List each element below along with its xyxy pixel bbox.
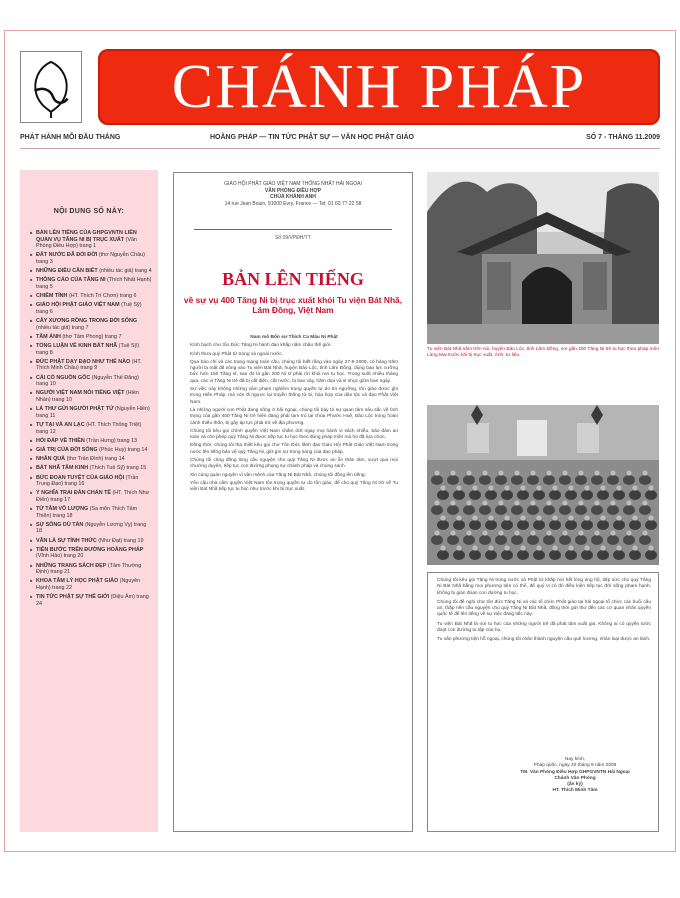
seated-monk xyxy=(559,475,571,485)
contents-item-meta: (Như Đạt) trang 19 xyxy=(98,537,144,544)
seated-monk-head xyxy=(594,530,599,535)
signature-line: HT. Thích Minh Tâm xyxy=(552,788,598,794)
contents-sidebar xyxy=(20,170,158,832)
contents-item-meta: (Diệu Âm) trang 24 xyxy=(36,594,149,607)
seated-monk xyxy=(613,520,625,530)
contents-item xyxy=(30,293,152,300)
seated-monk xyxy=(437,550,449,560)
seated-monk xyxy=(463,535,475,545)
contents-item-title: NHỮNG TRANG SÁCH ĐẸP xyxy=(36,562,107,569)
contents-item-meta: (nhiều tác giả) trang 7 xyxy=(36,324,89,331)
seated-monk-head xyxy=(450,500,455,505)
article-paragraph: Chúng tôi cũng đồng lòng cầu nguyện cho quý Tăng Ni được an ổn thân tâm, vượt qua mọi chướng duyên, tiếp tục con đường phụng sự chánh pháp và chúng sanh. xyxy=(190,458,398,470)
contents-item xyxy=(30,547,152,560)
contents-item-meta: (Sa môn Thích Tâm Thiện) trang 18 xyxy=(36,506,138,519)
contents-item-meta: (Nguyễn Lương Vỵ) trang 18 xyxy=(36,521,147,535)
seated-monk xyxy=(501,520,513,530)
seated-monk xyxy=(533,550,545,560)
contents-item-meta: (Tuệ Sỹ) trang 8 xyxy=(36,343,140,356)
seated-monk-head xyxy=(648,515,653,520)
contents-item-title: TIẾN BƯỚC TRÊN ĐƯỜNG HOẰNG PHÁP xyxy=(36,546,144,553)
contents-item xyxy=(30,252,152,265)
seated-monk-head xyxy=(562,530,567,535)
seated-monk xyxy=(559,505,571,515)
seated-monk xyxy=(479,535,491,545)
contents-item xyxy=(30,522,152,535)
seated-monk-head xyxy=(562,470,567,475)
article-box xyxy=(173,172,413,832)
seated-monk-head xyxy=(648,545,653,550)
contents-item xyxy=(30,406,152,419)
contents-item-meta: (thơ Nguyễn Châu) trang 3 xyxy=(36,252,145,265)
contents-item-title: BẢN LÊN TIẾNG CỦA GHPGVNTN LIÊN QUAN VỤ TĂNG NI BỊ TRỤC XUẤT xyxy=(36,230,137,243)
seated-monk xyxy=(565,490,577,500)
seated-monk xyxy=(575,505,587,515)
seated-monk-head xyxy=(562,500,567,505)
seated-monk-head xyxy=(546,500,551,505)
seated-monk xyxy=(511,475,523,485)
article-paragraph: Yêu cầu nhà cầm quyền Việt Nam tôn trọng quyền tự do tôn giáo, để cho quý Tăng Ni trở về Tu viện Bát Nhã tiếp tục tu học như trước khi bị trục xuất. xyxy=(190,480,398,493)
seated-monk-head xyxy=(504,545,509,550)
seated-monk-head xyxy=(456,515,461,520)
seated-monk xyxy=(597,490,609,500)
contents-item xyxy=(30,318,152,331)
continuation-paragraph: Tu vấn phương tiện hỗ ngoại, chúng tôi chân thành nguyện cầu quê hương, nhân loại được an lành. xyxy=(437,637,651,643)
seated-monk-head xyxy=(466,470,471,475)
seated-monk-head xyxy=(466,530,471,535)
seated-monk-head xyxy=(568,545,573,550)
seated-monk-head xyxy=(520,545,525,550)
seated-monk xyxy=(629,550,641,560)
seated-monk xyxy=(533,490,545,500)
seated-monk xyxy=(639,505,651,515)
seated-monk xyxy=(517,490,529,500)
seated-monk-head xyxy=(440,545,445,550)
contents-item xyxy=(30,563,152,576)
contents-item-title: TỰ TẠI VÀ AN LẠC xyxy=(36,421,85,428)
seated-monk xyxy=(517,520,529,530)
seated-monk xyxy=(629,490,641,500)
contents-item-title: SỰ SỐNG DÙ TÀN xyxy=(36,521,84,528)
contents-item-title: CÂY XƯƠNG RỒNG TRONG ĐỜI SỐNG xyxy=(36,318,138,325)
seated-monk-head xyxy=(594,500,599,505)
article-title: BẢN LÊN TIẾNG xyxy=(222,269,364,289)
masthead-logo xyxy=(20,51,82,123)
masthead-title: CHÁNH PHÁP xyxy=(171,53,587,121)
seated-monk xyxy=(447,505,459,515)
contents-item xyxy=(30,359,152,372)
seated-monk xyxy=(613,550,625,560)
seated-monk-head xyxy=(482,500,487,505)
seated-monk-head xyxy=(514,470,519,475)
seated-monk-head xyxy=(584,515,589,520)
seated-monk xyxy=(511,505,523,515)
seated-monk xyxy=(645,520,657,530)
article-continuation-box xyxy=(427,572,659,832)
contents-item-meta: (Nguyễn Thế Đăng) trang 10 xyxy=(36,374,139,388)
seated-monk-head xyxy=(450,530,455,535)
seated-monk-head xyxy=(610,530,615,535)
seated-monk-head xyxy=(642,500,647,505)
seated-monk xyxy=(607,505,619,515)
seated-monk-head xyxy=(472,485,477,490)
seated-monk-head xyxy=(584,485,589,490)
contents-item-title: VĂN LÀ SỰ TỈNH THỨC xyxy=(36,537,97,544)
photo-caption: Tu viện Bát Nhã nằm trên núi, huyện Bảo Lộc, tỉnh Lâm Đồng, nơi gần 400 Tăng Ni trẻ tu học theo pháp môn Làng Mai trước khi bị trục xuất. Ảnh: tư liệu. xyxy=(427,347,659,358)
seated-monk-head xyxy=(498,500,503,505)
seated-monk-head xyxy=(632,545,637,550)
article-body xyxy=(190,335,398,496)
contents-item-meta: (Phúc Huy) trang 14 xyxy=(99,446,148,453)
contents-item-meta: (HT. Thích Minh Châu) trang 9 xyxy=(36,358,142,372)
seated-monk-head xyxy=(498,530,503,535)
seated-monk xyxy=(447,535,459,545)
contents-item-meta: (Nguyễn Hiền) trang 11 xyxy=(36,406,150,419)
seated-monk xyxy=(469,520,481,530)
seated-monk-head xyxy=(584,545,589,550)
seated-monk xyxy=(501,490,513,500)
continuation-paragraph: Chúng tôi đề nghị chư tôn đức Tăng Ni và các tổ chức Phật giáo tại hải ngoại tổ chức các buổi cầu an, thắp nến cầu nguyện cho quý Tăng Ni Bát Nhã, đồng thời gửi thư đến các cơ quan nhân quyền quốc tế để lên tiếng về sự việc đáng tiếc này. xyxy=(437,599,651,618)
contents-item-meta: (thơ Tâm Phong) trang 7 xyxy=(62,333,122,340)
seated-monk-head xyxy=(504,515,509,520)
signature-line: (ấn ký) xyxy=(567,782,583,788)
contents-item xyxy=(30,230,152,250)
contents-item-title: NHÂN QUẢ xyxy=(36,456,66,463)
contents-item xyxy=(30,268,152,275)
contents-item xyxy=(30,343,152,356)
contents-item xyxy=(30,578,152,591)
seated-monk-head xyxy=(626,470,631,475)
contents-heading: NỘI DUNG SỐ NÀY: xyxy=(53,208,125,215)
seated-monk-head xyxy=(434,470,439,475)
seated-monk xyxy=(485,520,497,530)
seated-monk xyxy=(623,475,635,485)
article-subtitle: về sự vụ 400 Tăng Ni bị trục xuất khỏi Tu viện Bát Nhã, Lâm Đồng, Việt Nam xyxy=(183,295,403,315)
seated-monk-head xyxy=(600,545,605,550)
contents-item xyxy=(30,490,152,503)
temple-gate-photo xyxy=(427,172,659,344)
seated-monk-head xyxy=(552,485,557,490)
contents-item-title: ĐỨC PHẬT DẠY ĐẠO NHƯ THẾ NÀO xyxy=(36,358,131,365)
org-line: GIÁO HỘI PHẬT GIÁO VIỆT NAM THỐNG NHẤT HẢI NGOẠI xyxy=(224,181,362,187)
seated-monk-head xyxy=(632,485,637,490)
issue-number: SỐ 7 - THÁNG 11.2009 xyxy=(586,134,660,141)
seated-monk-head xyxy=(536,485,541,490)
seated-monk-head xyxy=(578,470,583,475)
seated-monk xyxy=(431,535,443,545)
seated-monk-head xyxy=(578,530,583,535)
seated-monk-head xyxy=(456,545,461,550)
seated-monk-head xyxy=(600,485,605,490)
seated-monk xyxy=(527,505,539,515)
seated-monk-head xyxy=(450,470,455,475)
seated-monk xyxy=(565,520,577,530)
contents-item xyxy=(30,334,152,341)
contents-item xyxy=(30,447,152,454)
publication-frequency: PHÁT HÀNH MỖI ĐẦU THÁNG xyxy=(20,134,121,141)
seated-monk-head xyxy=(600,515,605,520)
seated-monk xyxy=(453,550,465,560)
contents-item-meta: (HT. Thích Thông Triệt) trang 12 xyxy=(36,421,142,435)
seated-monk xyxy=(549,490,561,500)
signature-line: Chánh Văn Phòng xyxy=(554,775,596,781)
contents-item xyxy=(30,422,152,435)
seated-monk xyxy=(533,520,545,530)
seated-monk xyxy=(575,475,587,485)
seated-monk xyxy=(581,490,593,500)
seated-monk xyxy=(645,490,657,500)
contents-item-title: TÂM ẢNH xyxy=(36,333,61,340)
seated-monk xyxy=(591,505,603,515)
contents-item xyxy=(30,465,152,472)
seated-monk-head xyxy=(626,500,631,505)
contents-item xyxy=(30,277,152,290)
contents-item-meta: (Thích Tuệ Sỹ) trang 15 xyxy=(89,465,147,472)
seated-monk-head xyxy=(578,500,583,505)
seated-monk xyxy=(639,475,651,485)
seated-monk-head xyxy=(504,485,509,490)
seated-monk xyxy=(543,535,555,545)
org-address: 14 rue Jean Bouin, 91000 Evry, France — Tel: 01 60 77 22 58 xyxy=(224,200,362,207)
contents-item-meta: (Thích Nhất Hạnh) trang 5 xyxy=(36,277,152,290)
contents-item-title: BÁT NHÃ TÂM KINH xyxy=(36,465,89,472)
seated-monk xyxy=(469,550,481,560)
seated-monk xyxy=(527,535,539,545)
seated-monk-head xyxy=(482,530,487,535)
contents-item-meta: (Hiền Nhân) trang 10 xyxy=(36,390,139,403)
article-paragraph: Là những người con Phật đang sống ở hải ngoại, chúng tôi bày tỏ sự quan tâm sâu sắc về tình trạng của gần 400 Tăng Ni trẻ hiện đang phải tạm trú tại chùa Phước Huệ, Bảo Lộc trong hoàn cảnh thiếu thốn, bị gây áp lực phải trở về địa phương. xyxy=(190,407,398,426)
contents-item-title: NGƯỜI VIỆT NAM NÓI TIẾNG VIỆT xyxy=(36,390,125,397)
seated-monk xyxy=(463,475,475,485)
seated-monk-head xyxy=(616,485,621,490)
seated-monk-head xyxy=(648,485,653,490)
contents-item-title: CHIÊM TỈNH xyxy=(36,293,68,300)
article-paragraph: Chúng tôi kêu gọi chính quyền Việt Nam chấm dứt ngay mọi hành vi sách nhiễu, bảo đảm an toàn và cho phép quý Tăng Ni được tiếp tục tu học theo đúng pháp môn mà họ đã lựa chọn. xyxy=(190,428,398,441)
seated-monk xyxy=(437,520,449,530)
contents-item-meta: (Trần Trung Đạo) trang 16 xyxy=(36,474,139,488)
publication-motto: HOẰNG PHÁP — TIN TỨC PHẬT SỰ — VĂN HỌC PHẬT GIÁO xyxy=(210,134,414,141)
document-ref: Số 09/VPĐH/TT xyxy=(275,235,311,241)
seated-monk xyxy=(495,475,507,485)
org-line: VĂN PHÒNG ĐIỀU HỢP xyxy=(264,187,322,194)
seated-monk xyxy=(549,550,561,560)
seated-monk xyxy=(495,505,507,515)
contents-item-title: NHỮNG ĐIỀU CẦN BIẾT xyxy=(36,268,98,275)
contents-item-meta: (Tuệ Sỹ) trang 6 xyxy=(36,302,142,315)
seated-monk xyxy=(469,490,481,500)
masthead-title-banner xyxy=(98,49,660,125)
seated-monk-head xyxy=(514,500,519,505)
contents-item-meta: (thơ Trần Đình) trang 14 xyxy=(66,456,125,463)
contents-item-title: GIÁ TRỊ CỦA ĐỜI SỐNG xyxy=(36,446,98,453)
seated-monk xyxy=(597,550,609,560)
seated-monk-head xyxy=(546,470,551,475)
contents-item-title: TỔNG LUẬN VỀ KINH BÁT NHÃ xyxy=(36,343,118,350)
seated-monk-head xyxy=(520,485,525,490)
contents-item xyxy=(30,506,152,519)
seated-monk xyxy=(501,550,513,560)
seated-monk xyxy=(581,520,593,530)
signature-line: TM. Văn Phòng Điều Hợp GHPGVNTN Hải Ngoại xyxy=(520,769,630,775)
contents-item xyxy=(30,538,152,545)
contents-item xyxy=(30,456,152,463)
seated-monk-head xyxy=(610,470,615,475)
contents-item-title: CÁI CÓ NGUỒN GỐC xyxy=(36,374,91,381)
seated-monk xyxy=(543,505,555,515)
seated-monk-head xyxy=(466,500,471,505)
seated-monk xyxy=(549,520,561,530)
seated-monk-head xyxy=(552,545,557,550)
signature-line: Pháp quốc, ngày 20 tháng 9 năm 2009 xyxy=(533,763,617,769)
seated-monk-head xyxy=(434,500,439,505)
seated-monk-head xyxy=(488,545,493,550)
article-paragraph: Kính bạch chư tôn Đức Tăng Ni hành đạo khắp năm châu thế giới. xyxy=(190,343,332,349)
seated-monk-head xyxy=(456,485,461,490)
seated-monk xyxy=(581,550,593,560)
article-greeting: Nam mô Bổn sư Thích Ca Mâu Ni Phật xyxy=(250,335,338,340)
contents-item-title: HỎI ĐÁP VỀ THIỀN xyxy=(36,437,85,444)
contents-item-title: TIN TỨC PHẬT SỰ THẾ GIỚI xyxy=(36,594,110,601)
seated-monk xyxy=(431,505,443,515)
contents-item-title: KHOA TÂM LÝ HỌC PHẬT GIÁO xyxy=(36,578,119,585)
seated-monk xyxy=(479,475,491,485)
article-paragraph: Kính thưa quý Phật tử trong và ngoài nước, xyxy=(190,351,284,357)
continuation-body xyxy=(437,578,651,647)
contents-item xyxy=(30,475,152,488)
signature-block xyxy=(508,757,642,795)
seated-monk-head xyxy=(568,515,573,520)
continuation-paragraph: Tu viện Bát Nhã là nơi tu học của những người trẻ đã phát tâm xuất gia. Không ai có quyền tước đoạt con đường tu tập của họ. xyxy=(437,621,651,634)
signature-line: Nay kính, xyxy=(564,757,586,762)
seated-monk xyxy=(591,535,603,545)
seated-monk xyxy=(453,490,465,500)
letterhead-rule xyxy=(194,229,392,230)
contents-item-meta: (HT. Thích Trí Chơn) trang 6 xyxy=(68,293,137,300)
contents-item-title: TỨ TÂM VÔ LƯỢNG xyxy=(36,506,89,513)
seated-monk xyxy=(543,475,555,485)
seated-monk-head xyxy=(552,515,557,520)
contents-item xyxy=(30,302,152,315)
contents-item-meta: (Trần Hưng) trang 13 xyxy=(86,437,137,444)
seated-monk xyxy=(463,505,475,515)
seated-monk-head xyxy=(530,500,535,505)
seated-monk xyxy=(565,550,577,560)
article-paragraph: Qua báo chí và các trang mạng toàn cầu, chúng tôi biết rằng vào ngày 27-9-2009, có hàng trăm người lạ mặt đã xông vào Tu viện Bát Nhã, huyện Bảo Lộc, tỉnh Lâm Đồng, dùng bạo lực cưỡng bức hơn 150 Tăng sĩ, sau đó là gần 200 Ni sĩ phải rời khỏi nơi tu học. Trong suốt nhiều tháng qua, các vị Tăng Ni trẻ đã bị cắt điện, cắt nước, bị bao vây, hăm dọa và sỉ nhục giữa ban ngày. xyxy=(190,359,398,384)
seated-monk-head xyxy=(536,515,541,520)
seated-monk xyxy=(623,505,635,515)
contents-item-title: ĐẤT NƯỚC ĐÃ ĐỔI ĐỜI xyxy=(36,252,98,259)
seated-monk-head xyxy=(472,545,477,550)
seated-monk xyxy=(431,475,443,485)
seated-monk xyxy=(645,550,657,560)
seated-monk xyxy=(437,490,449,500)
seated-monk-head xyxy=(434,530,439,535)
masthead-rule xyxy=(20,148,660,149)
seated-monk-head xyxy=(498,470,503,475)
contents-item-meta: (Vĩnh Hảo) trang 20 xyxy=(36,553,84,560)
seated-monk xyxy=(639,535,651,545)
contents-item-meta: (Nguyên Hạnh) trang 22 xyxy=(36,578,141,591)
seated-monk-head xyxy=(594,470,599,475)
contents-item xyxy=(30,390,152,403)
seated-monk-head xyxy=(616,515,621,520)
seated-monk-head xyxy=(632,515,637,520)
seated-monk xyxy=(527,475,539,485)
seated-monk xyxy=(607,535,619,545)
continuation-paragraph: Chúng tôi kêu gọi Tăng Ni trong nước và Phật tử khắp nơi hết lòng ủng hộ, tiếp sức cho quý Tăng Ni Bát Nhã bằng mọi phương tiện có thể, để quý vị có đủ điều kiện tiếp tục đời sống phạm hạnh, không bị gián đoạn con đường tu học. xyxy=(437,578,651,596)
contents-item-title: BỨC ĐOẠN TUYỆT CỦA GIÁO HỘI xyxy=(36,474,125,481)
seated-monk-head xyxy=(440,485,445,490)
contents-item-title: GIÁO HỘI PHẬT GIÁO VIỆT NAM xyxy=(36,302,120,309)
seated-monk-head xyxy=(530,530,535,535)
seated-monk-head xyxy=(520,515,525,520)
contents-list xyxy=(30,230,152,610)
assembly-hall-photo xyxy=(427,405,659,565)
seated-monk xyxy=(479,505,491,515)
seated-monk xyxy=(495,535,507,545)
seated-monk xyxy=(591,475,603,485)
seated-monk xyxy=(517,550,529,560)
seated-monk xyxy=(511,535,523,545)
contents-item xyxy=(30,375,152,388)
seated-monk-head xyxy=(488,485,493,490)
seated-monk xyxy=(613,490,625,500)
article-paragraph: Xin cùng quán nguyện vì vận mệnh của Tăng Ni Bát Nhã, chúng tôi đồng lên tiếng: xyxy=(190,472,366,478)
seated-monk-head xyxy=(536,545,541,550)
contents-item xyxy=(30,438,152,445)
seated-monk-head xyxy=(616,545,621,550)
contents-item-meta: (Tâm Thường Định) trang 21 xyxy=(36,562,142,576)
contents-item xyxy=(30,594,152,607)
seated-monk-head xyxy=(610,500,615,505)
contents-item-meta: (nhiều tác giả) trang 4 xyxy=(99,268,152,275)
seated-monk xyxy=(575,535,587,545)
seated-monk-head xyxy=(514,530,519,535)
seated-monk-head xyxy=(488,515,493,520)
seated-monk-head xyxy=(530,470,535,475)
seated-monk xyxy=(485,550,497,560)
article-paragraph: Sự việc này không những xâm phạm nghiêm trọng quyền tự do tín ngưỡng, tôn giáo được ghi trong Hiến Pháp, mà còn đi ngược lại truyền thống từ bi, hòa hợp của dân tộc và đạo Phật Việt Nam. xyxy=(190,387,398,405)
seated-monk-head xyxy=(440,515,445,520)
seated-monk-head xyxy=(482,470,487,475)
seated-monk-head xyxy=(568,485,573,490)
seated-monk xyxy=(453,520,465,530)
contents-item-meta: (Văn Phòng Điều Hợp) trang 1 xyxy=(36,236,137,250)
seated-monk-head xyxy=(626,530,631,535)
seated-monk xyxy=(629,520,641,530)
seated-monk-head xyxy=(546,530,551,535)
seated-monk xyxy=(485,490,497,500)
seated-monk-head xyxy=(472,515,477,520)
letterhead xyxy=(174,181,412,207)
seated-monk-head xyxy=(642,470,647,475)
contents-item-title: Ý NGHĨA TRAI ĐÀN CHẨN TẾ xyxy=(36,490,111,497)
seated-monk xyxy=(623,535,635,545)
org-line: CHÙA KHÁNH ANH xyxy=(270,194,316,200)
contents-item-title: THÔNG CÁO CỦA TĂNG NI xyxy=(36,277,106,284)
seated-monk xyxy=(597,520,609,530)
article-paragraph: Đồng thời, chúng tôi tha thiết kêu gọi chư Tôn Đức lãnh đạo Giáo Hội Phật Giáo Việt Nam trong nước lên tiếng bảo vệ quý Tăng Ni, giữ gìn sự trong sáng của đạo pháp. xyxy=(190,443,398,455)
contents-item-title: LÁ THƯ GỬI NGƯỜI PHẬT TỬ xyxy=(36,406,114,413)
seated-monk xyxy=(559,535,571,545)
seated-monk-head xyxy=(642,530,647,535)
seated-monk xyxy=(607,475,619,485)
seated-monk xyxy=(447,475,459,485)
contents-item-meta: (HT. Thích Như Điển) trang 17 xyxy=(36,490,150,503)
masthead-subbar xyxy=(20,132,660,146)
